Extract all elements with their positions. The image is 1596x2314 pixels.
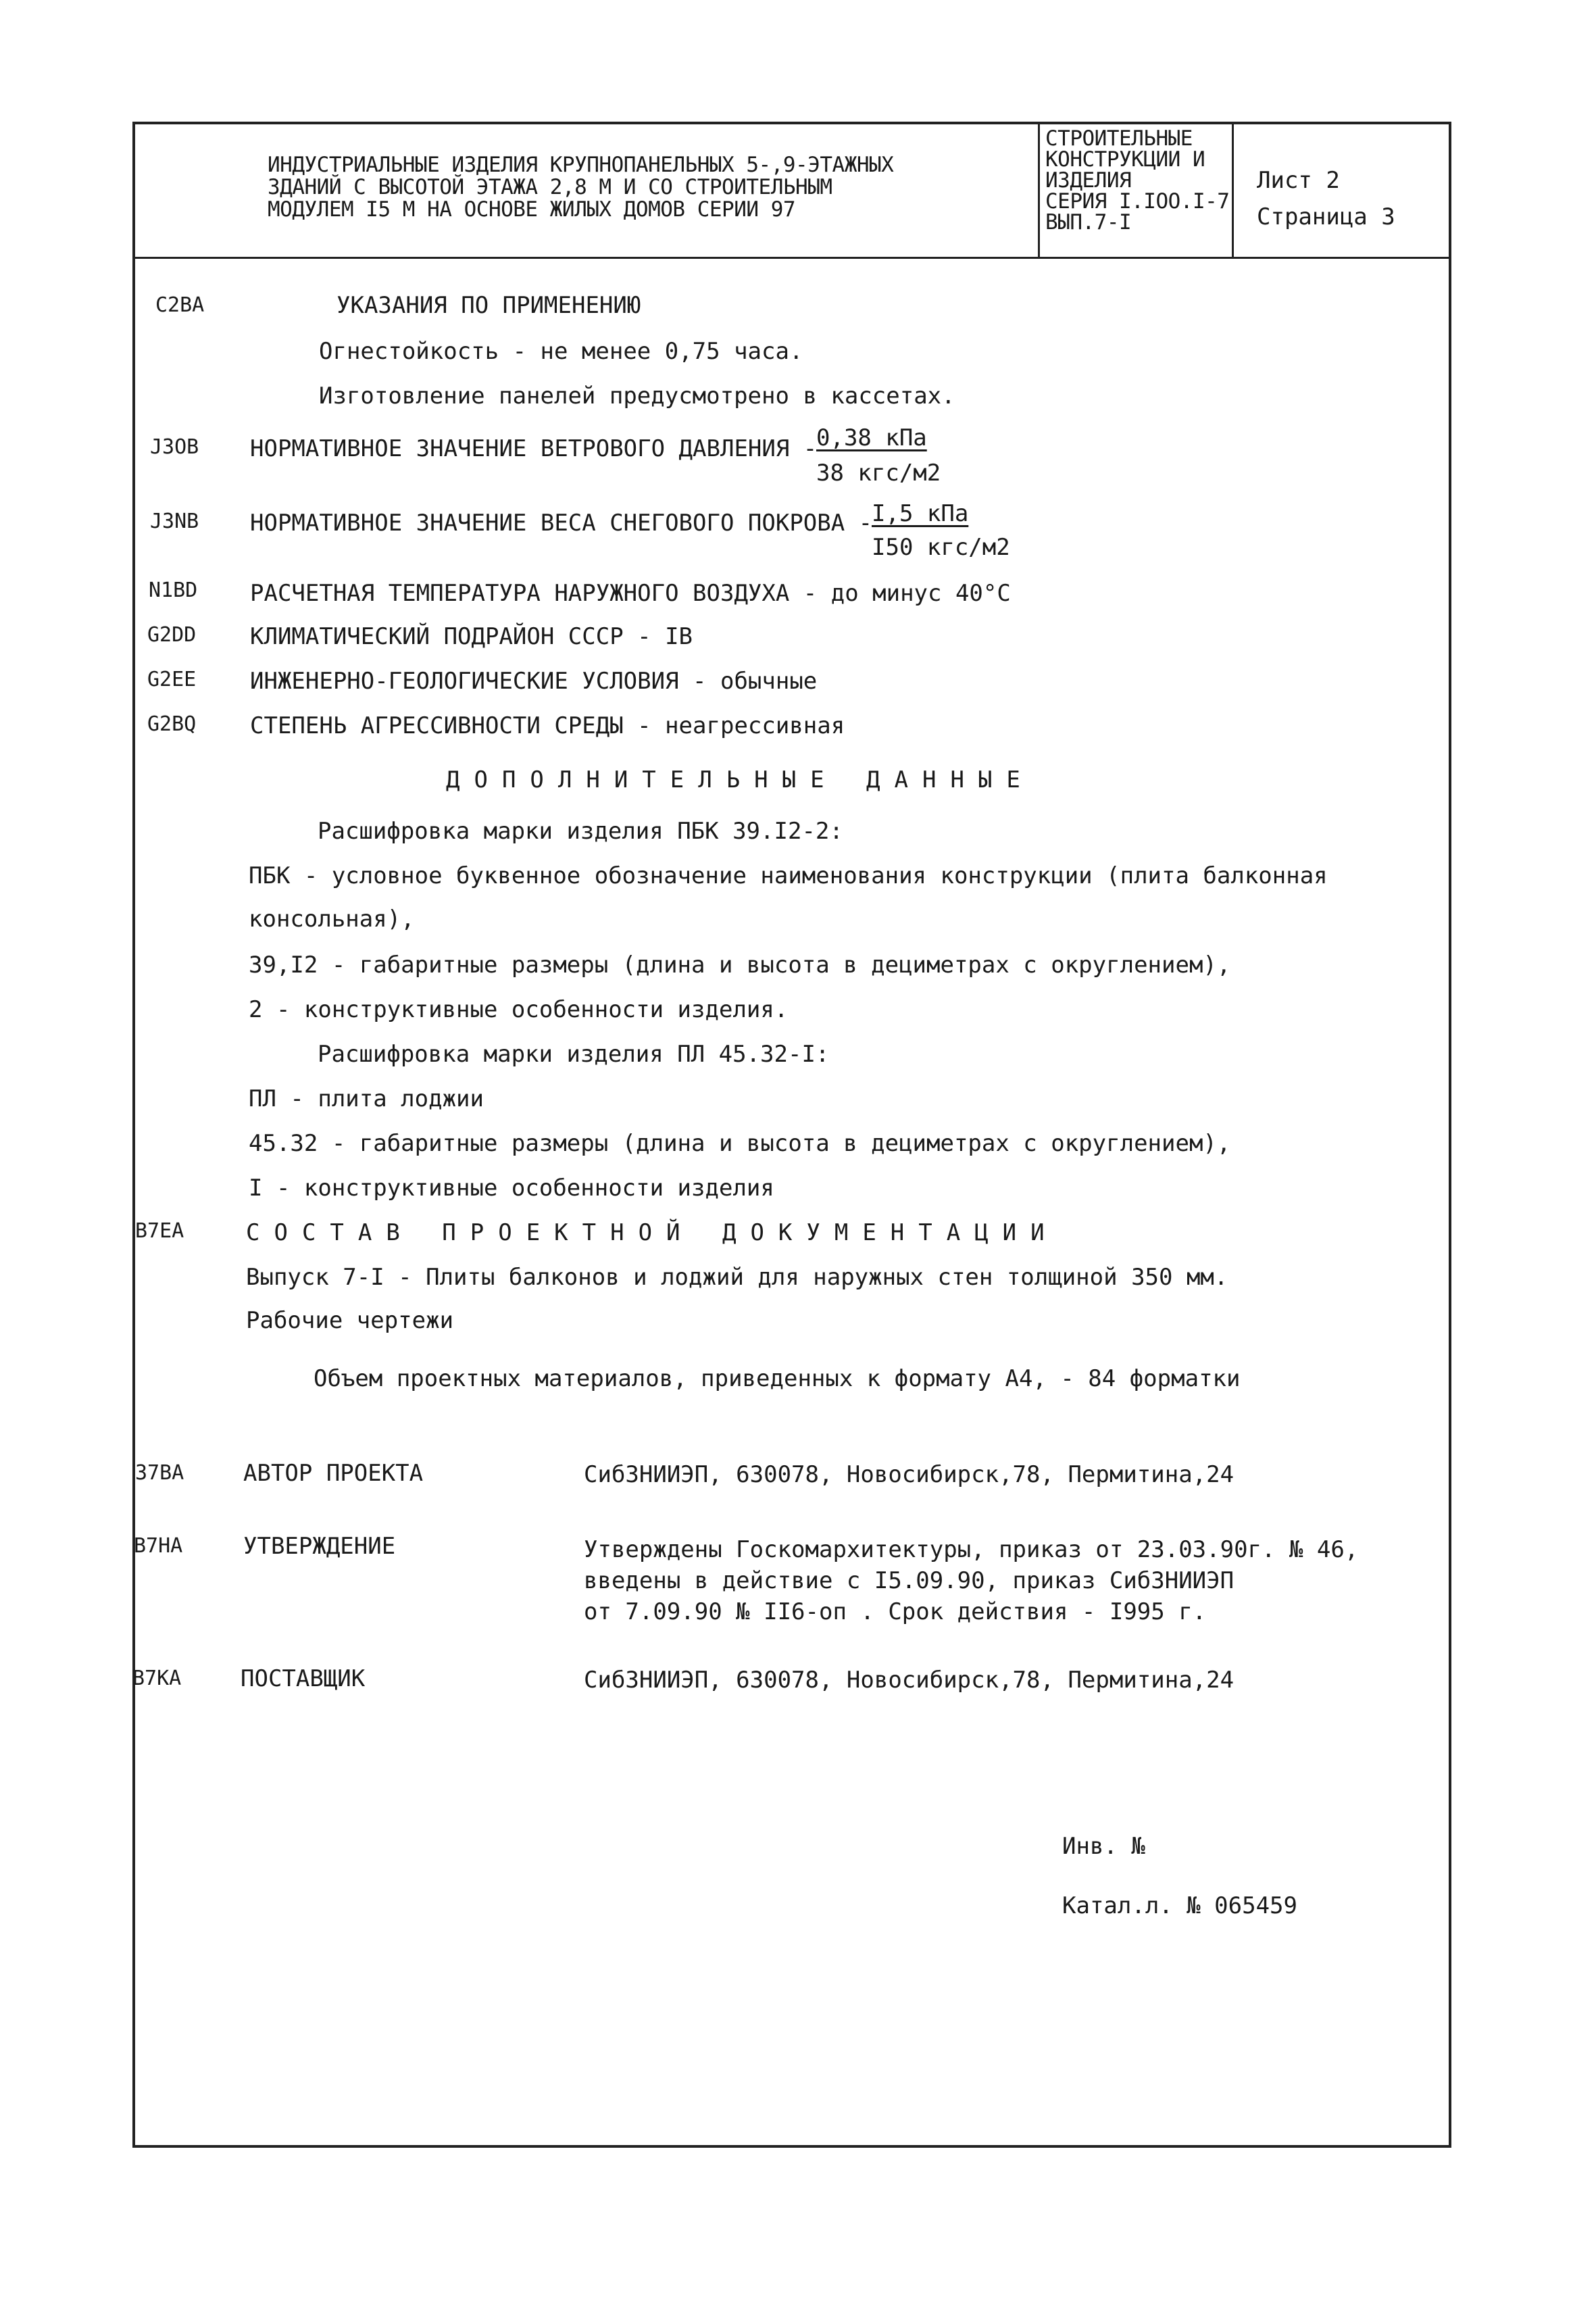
code-g2dd: G2DD xyxy=(147,623,197,647)
snow-value-kgs: I50 кгс/м2 xyxy=(872,534,1010,561)
series-designation: СТРОИТЕЛЬНЫЕ КОНСТРУКЦИИ И ИЗДЕЛИЯ СЕРИЯ I.IOO.I-7 ВЫП.7-I xyxy=(1045,126,1230,235)
working-drawings: Рабочие чертежи xyxy=(246,1307,454,1334)
code-c2ba: C2BA xyxy=(155,293,205,317)
code-j3ob: J3OB xyxy=(150,435,199,459)
code-b7ea: B7EA xyxy=(135,1219,184,1243)
design-temperature: РАСЧЕТНАЯ ТЕМПЕРАТУРА НАРУЖНОГО ВОЗДУХА - до минус 40°С xyxy=(250,580,1011,607)
approval-label: УТВЕРЖДЕНИЕ xyxy=(243,1533,396,1560)
cassettes-note: Изготовление панелей предусмотрено в кассетах. xyxy=(319,383,955,410)
materials-volume: Объем проектных материалов, приведенных к формату А4, - 84 форматки xyxy=(314,1365,1241,1392)
pbk-line-3: 39,I2 - габаритные размеры (длина и высота в дециметрах с округлением), xyxy=(249,952,1231,979)
pl-line-3: I - конструктивные особенности изделия xyxy=(249,1175,774,1202)
inventory-number: Инв. № xyxy=(1062,1833,1145,1860)
title-block xyxy=(135,124,1449,259)
code-g2ee: G2EE xyxy=(147,668,197,691)
code-j3nb: J3NB xyxy=(150,510,199,533)
pl-line-1: ПЛ - плита лоджии xyxy=(249,1085,484,1112)
fire-resistance: Огнестойкость - не менее 0,75 часа. xyxy=(319,338,803,365)
pl-mark-title: Расшифровка марки изделия ПЛ 45.32-I: xyxy=(318,1041,830,1068)
pbk-mark-title: Расшифровка марки изделия ПБК 39.I2-2: xyxy=(318,818,843,845)
code-37ba: 37BA xyxy=(135,1461,184,1485)
wind-value-kgs: 38 кгс/м2 xyxy=(816,460,941,487)
issue-line: Выпуск 7-I - Плиты балконов и лоджий для наружных стен толщиной 350 мм. xyxy=(246,1264,1228,1291)
environment-aggressiveness: СТЕПЕНЬ АГРЕССИВНОСТИ СРЕДЫ - неагрессивная xyxy=(250,712,845,739)
series-box xyxy=(1038,124,1234,257)
sheet-number: Лист 2 Страница 3 xyxy=(1257,167,1395,230)
margin-line-2 xyxy=(132,1484,135,1695)
pbk-line-1: ПБК - условное буквенное обозначение наименования конструкции (плита балконная xyxy=(249,862,1328,889)
documentation-heading: СОСТАВ ПРОЕКТНОЙ ДОКУМЕНТАЦИИ xyxy=(246,1219,1059,1246)
code-b7ha: B7HA xyxy=(134,1534,183,1558)
author-value: СибЗНИИЭП, 630078, Новосибирск,78, Пермитина,24 xyxy=(584,1461,1235,1488)
supplier-value: СибЗНИИЭП, 630078, Новосибирск,78, Пермитина,24 xyxy=(584,1667,1235,1694)
pl-line-2: 45.32 - габаритные размеры (длина и высота в дециметрах с округлением), xyxy=(249,1130,1231,1157)
climate-subregion: КЛИМАТИЧЕСКИЙ ПОДРАЙОН СССР - IB xyxy=(250,623,693,650)
document-title: ИНДУСТРИАЛЬНЫЕ ИЗДЕЛИЯ КРУПНОПАНЕЛЬНЫХ 5-,9-ЭТАЖНЫХ ЗДАНИЙ С ВЫСОТОЙ ЭТАЖА 2,8 М И СО СТРОИТЕЛЬНЫМ МОДУЛЕМ I5 М НА ОСНОВЕ ЖИЛЫХ ДОМОВ СЕРИИ 97 xyxy=(268,153,894,222)
additional-data-heading: ДОПОЛНИТЕЛЬНЫЕ ДАННЫЕ xyxy=(446,766,1034,793)
snow-load-label: НОРМАТИВНОЕ ЗНАЧЕНИЕ ВЕСА СНЕГОВОГО ПОКРОВА - xyxy=(250,510,873,537)
margin-line-1 xyxy=(132,838,135,1446)
geological-conditions: ИНЖЕНЕРНО-ГЕОЛОГИЧЕСКИЕ УСЛОВИЯ - обычные xyxy=(250,668,818,695)
code-n1bd: N1BD xyxy=(149,578,198,602)
code-g2bq: G2BQ xyxy=(147,712,197,736)
code-b7ka: B7KA xyxy=(132,1667,182,1690)
approval-value: Утверждены Госкомархитектуры, приказ от 23.03.90г. № 46, введены в действие с I5.09.90, приказ СибЗНИИЭП от 7.09.90 № II6-оп . Срок действия - I995 г. xyxy=(584,1536,1359,1625)
snow-value-kpa: I,5 кПа xyxy=(872,500,969,527)
pbk-line-2: консольная), xyxy=(249,906,415,933)
pbk-line-4: 2 - конструктивные особенности изделия. xyxy=(249,996,789,1023)
wind-pressure-label: НОРМАТИВНОЕ ЗНАЧЕНИЕ ВЕТРОВОГО ДАВЛЕНИЯ - xyxy=(250,435,818,462)
usage-heading: УКАЗАНИЯ ПО ПРИМЕНЕНИЮ xyxy=(336,292,641,319)
supplier-label: ПОСТАВЩИК xyxy=(241,1665,366,1692)
author-label: АВТОР ПРОЕКТА xyxy=(243,1460,424,1487)
wind-value-kpa: 0,38 кПа xyxy=(816,424,927,451)
catalog-number: Катал.л. № 065459 xyxy=(1062,1892,1297,1919)
